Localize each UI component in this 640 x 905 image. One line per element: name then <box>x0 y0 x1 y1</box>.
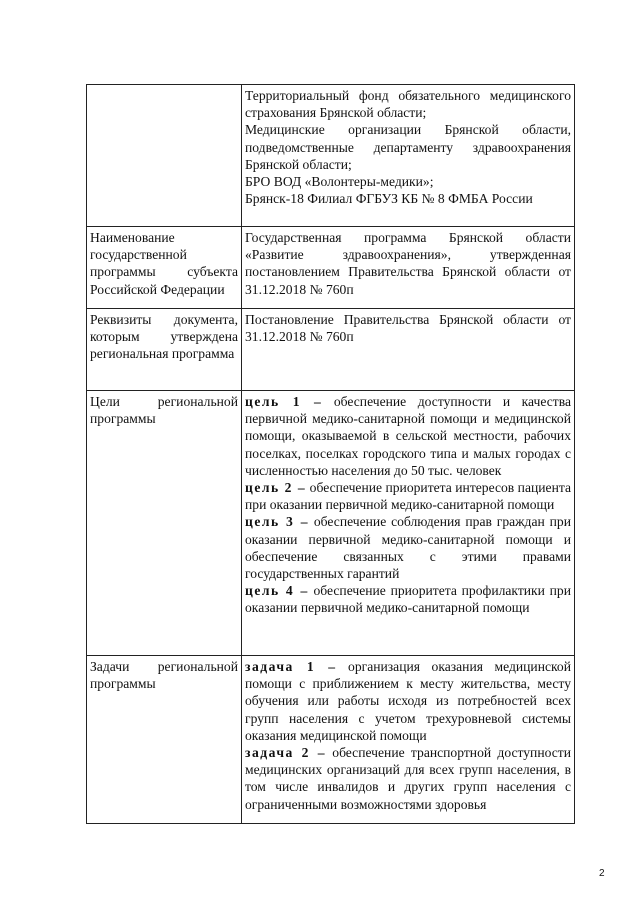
document-requisites: Постановление Правительства Брянской области от 31.12.2018 № 760п <box>245 312 571 345</box>
row-label <box>87 85 242 227</box>
row-label: Наименование государственной программы субъекта Российской Федерации <box>87 227 242 309</box>
table-row <box>87 227 575 309</box>
table-row <box>87 85 575 227</box>
row-label: Задачи региональной программы <box>87 656 242 824</box>
row-label: Реквизиты документа, которым утверждена региональная программа <box>87 309 242 391</box>
program-name: Государственная программа Брянской области «Развитие здравоохранения», утвержденная постановлением Правительства Брянской области от 31.12.2018 № 760п <box>245 230 571 297</box>
goal-item: цель 3 – обеспечение соблюдения прав граждан при оказании первичной медико-санитарной помощи и обеспечение связанных с этими правами государственных гарантий <box>245 514 571 582</box>
task-item: задача 1 – организация оказания медицинской помощи с приближением к месту жительства, месту обучения или работы исходя из потребностей всех групп населения с учетом трехуровневой системы оказания медицинской помощи <box>245 659 571 743</box>
row-label: Цели региональной программы <box>87 391 242 656</box>
goal-item: цель 4 – обеспечение приоритета профилактики при оказании первичной медико-санитарной помощи <box>245 583 572 616</box>
row-content <box>242 391 575 656</box>
program-passport-table <box>86 84 575 824</box>
table-row <box>87 656 575 824</box>
page-number: 2 <box>599 868 605 879</box>
table-row <box>87 391 575 656</box>
participant-item: Территориальный фонд обязательного медицинского страхования Брянской области; <box>245 88 571 121</box>
table-row <box>87 309 575 391</box>
goal-item: цель 1 – обеспечение доступности и качества первичной медико-санитарной помощи и медицинской помощи, оказываемой в сельской местности, рабочих поселках, поселках городского типа и малых городах с численностью населения до 50 тыс. человек <box>245 394 571 478</box>
row-content <box>242 656 575 824</box>
row-content <box>242 85 575 227</box>
task-item: задача 2 – обеспечение транспортной доступности медицинских организаций для всех групп населения, в том числе инвалидов и других групп населения с ограниченными возможностями здоровья <box>245 745 571 812</box>
row-content <box>242 309 575 391</box>
goal-item: цель 2 – обеспечение приоритета интересов пациента при оказании первичной медико-санитарной помощи <box>245 480 571 513</box>
participant-item: БРО ВОД «Волонтеры-медики»; <box>245 174 434 190</box>
row-content <box>242 227 575 309</box>
participant-item: Медицинские организации Брянской области, подведомственные департаменту здравоохранения Брянской области; <box>245 122 571 172</box>
participant-item: Брянск-18 Филиал ФГБУЗ КБ № 8 ФМБА России <box>245 191 533 207</box>
